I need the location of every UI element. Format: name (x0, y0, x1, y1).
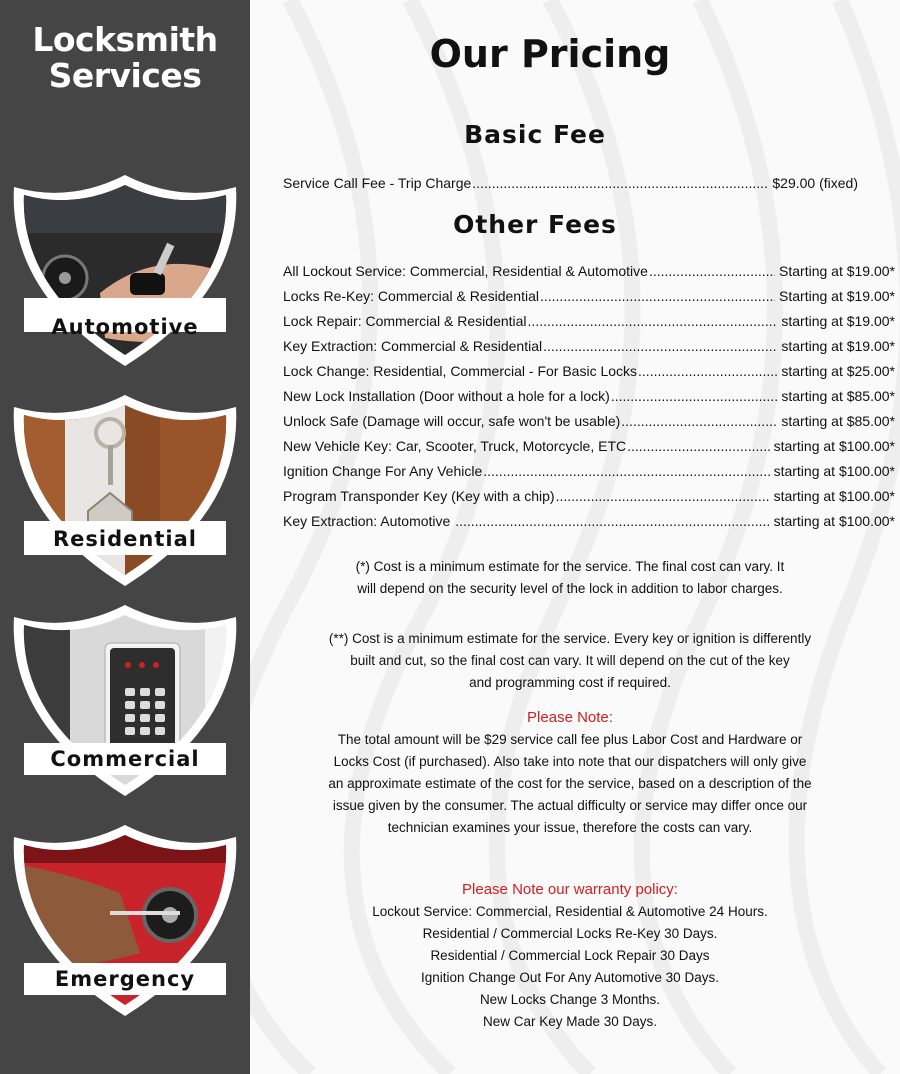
footnote-line: (*) Cost is a minimum estimate for the service. The final cost can vary. It (355, 559, 785, 574)
pricing-content (250, 0, 900, 1074)
fee-label: New Lock Installation (Door without a hole for a lock) (283, 388, 610, 404)
fee-row (283, 263, 895, 279)
fee-price: starting at $100.00* (773, 463, 895, 479)
please-note-line: issue given by the consumer. The actual difficulty or service may differ once our (332, 798, 808, 813)
dot-leader (648, 263, 775, 279)
fee-row (283, 413, 895, 429)
please-note-line: technician examines your issue, therefore the costs can vary. (387, 820, 753, 835)
badge-residential[interactable] (10, 393, 240, 588)
fee-price: starting at $25.00* (781, 363, 895, 379)
footnote-double-asterisk (280, 628, 860, 694)
badge-label-emergency: Emergency (54, 967, 196, 991)
badge-label-automotive: Automotive (51, 315, 199, 339)
badge-automotive[interactable] (10, 173, 240, 368)
badge-commercial[interactable] (10, 603, 240, 798)
fee-row (283, 463, 895, 479)
fee-label: Unlock Safe (Damage will occur, safe won't be usable) (283, 413, 621, 429)
fee-price: starting at $100.00* (773, 513, 895, 529)
dot-leader (471, 175, 768, 191)
badge-emergency[interactable] (10, 823, 240, 1018)
fee-label: Locks Re-Key: Commercial & Residential (283, 288, 539, 304)
footnote-line: will depend on the security level of the lock in addition to labor charges. (357, 581, 783, 596)
house-key-photo (10, 393, 240, 588)
fee-price: starting at $100.00* (773, 488, 895, 504)
warranty-heading: Please Note our warranty policy: (462, 881, 678, 898)
dot-leader (637, 363, 777, 379)
other-fees-heading: Other Fees (453, 210, 617, 239)
fee-row (283, 338, 895, 354)
dot-leader (620, 413, 777, 429)
fee-row (283, 313, 895, 329)
fee-price: starting at $85.00* (781, 413, 895, 429)
fee-label: Lock Change: Residential, Commercial - For Basic Locks (283, 363, 638, 379)
basic-fee-heading: Basic Fee (464, 120, 606, 149)
warranty-line: New Car Key Made 30 Days. (482, 1014, 658, 1029)
dot-leader (555, 488, 770, 504)
fee-label: Ignition Change For Any Vehicle (283, 463, 483, 479)
fee-row (283, 363, 895, 379)
fee-price: starting at $100.00* (773, 438, 895, 454)
fee-price: Starting at $19.00* (779, 263, 895, 279)
fee-label: Key Extraction: Automotive (283, 513, 455, 529)
dot-leader (610, 388, 778, 404)
fee-price: starting at $85.00* (781, 388, 895, 404)
footnote-single-asterisk (280, 556, 860, 600)
fee-row (283, 438, 895, 454)
fee-row (283, 488, 895, 504)
please-note-line: The total amount will be $29 service call fee plus Labor Cost and Hardware or (337, 732, 803, 747)
fee-label: Service Call Fee - Trip Charge (283, 175, 472, 191)
fee-label: Lock Repair: Commercial & Residential (283, 313, 527, 329)
please-note-line: Locks Cost (if purchased). Also take into note that our dispatchers will only give (333, 754, 807, 769)
please-note-section (280, 707, 860, 839)
brand-logo[interactable] (0, 22, 250, 94)
page-title: Our Pricing (429, 32, 671, 76)
fee-price: starting at $19.00* (781, 313, 895, 329)
footnote-line: and programming cost if required. (469, 675, 671, 690)
please-note-heading: Please Note: (527, 709, 613, 726)
dot-leader (454, 513, 769, 529)
warranty-section (280, 879, 860, 1033)
footnote-line: built and cut, so the final cost can vary. It will depend on the cut of the key (350, 653, 790, 668)
fee-row (283, 288, 895, 304)
brand-line-1: Locksmith (32, 20, 218, 59)
badge-label-commercial: Commercial (50, 747, 200, 771)
dot-leader (482, 463, 769, 479)
warranty-line: Lockout Service: Commercial, Residential & Automotive 24 Hours. (372, 904, 768, 919)
fee-label: Key Extraction: Commercial & Residential (283, 338, 543, 354)
fee-label: New Vehicle Key: Car, Scooter, Truck, Motorcycle, ETC (283, 438, 627, 454)
badge-label-residential: Residential (53, 527, 197, 551)
dot-leader (626, 438, 769, 454)
fee-label: All Lockout Service: Commercial, Residential & Automotive (283, 263, 648, 279)
sidebar (0, 0, 250, 1074)
fee-price: starting at $19.00* (781, 338, 895, 354)
fee-label: Program Transponder Key (Key with a chip) (283, 488, 555, 504)
footnote-line: (**) Cost is a minimum estimate for the service. Every key or ignition is differently (328, 631, 812, 646)
dot-leader (539, 288, 775, 304)
basic-fee-row (283, 175, 858, 191)
warranty-line: New Locks Change 3 Months. (479, 992, 661, 1007)
fee-price: $29.00 (fixed) (772, 175, 858, 191)
brand-line-2: Services (48, 56, 202, 95)
please-note-line: an approximate estimate of the cost for the service, based on a description of the (328, 776, 812, 791)
fee-row (283, 513, 895, 529)
warranty-line: Residential / Commercial Locks Re-Key 30 Days. (422, 926, 718, 941)
warranty-line: Residential / Commercial Lock Repair 30 Days (430, 948, 710, 963)
dot-leader (542, 338, 777, 354)
warranty-line: Ignition Change Out For Any Automotive 30 Days. (421, 970, 719, 985)
fee-row (283, 388, 895, 404)
fee-price: Starting at $19.00* (779, 288, 895, 304)
dot-leader (527, 313, 778, 329)
